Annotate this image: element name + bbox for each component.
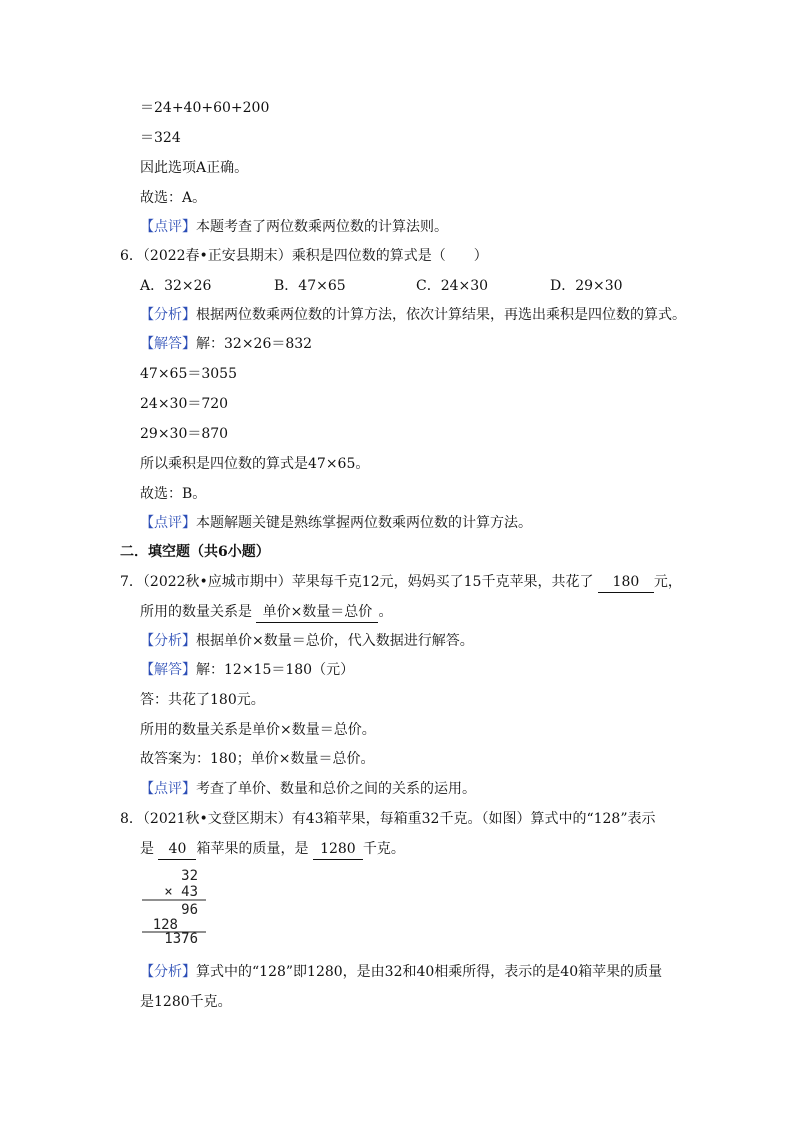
question-text: 乘积是四位数的算式是（ ） [291, 248, 488, 264]
answer-blank: 单价×数量＝总价 [256, 602, 378, 623]
answer-text: 解：12×15＝180（元） [196, 662, 355, 678]
option-a: A．32×26 [140, 278, 212, 294]
question-text: 有43箱苹果，每箱重32千克。（如图）算式中的“128”表示 [291, 811, 656, 827]
question-8-stem-cont [140, 839, 405, 860]
partial-product-2: 128 [152, 917, 178, 933]
analysis-line [140, 631, 474, 651]
answer-tag: 【解答】 [140, 336, 196, 352]
comment-tag: 【点评】 [140, 219, 196, 235]
comment-text: 本题解题关键是熟练掌握两位数乘两位数的计算方法。 [196, 515, 532, 531]
partial-product-1: 96 [181, 902, 198, 918]
analysis-line [140, 305, 686, 325]
multiplier: × 43 [164, 884, 198, 900]
question-text: 箱苹果的质量，是 [196, 841, 309, 857]
section-title: 二．填空题（共6小题） [120, 544, 270, 560]
choice-line: 故选：A。 [140, 190, 207, 206]
question-text: 苹果每千克12元，妈妈买了15千克苹果，共花了 [291, 574, 594, 590]
conclusion-line: 所以乘积是四位数的算式是47×65。 [140, 456, 370, 472]
equation-line: ＝324 [140, 130, 181, 146]
product: 1376 [164, 931, 198, 944]
analysis-text: 算式中的“128”即1280，是由32和40相乘所得，表示的是40箱苹果的质量 [196, 964, 663, 980]
calc-line: 24×30＝720 [140, 396, 229, 412]
analysis-text: 根据两位数乘两位数的计算方法，依次计算结果，再选出乘积是四位数的算式。 [196, 307, 686, 323]
answer-blank: 180 [598, 572, 654, 593]
comment-tag: 【点评】 [140, 781, 196, 797]
comment-line [140, 217, 448, 237]
reply-line: 答：共花了180元。 [140, 692, 265, 708]
comment-text: 考查了单价、数量和总价之间的关系的运用。 [196, 781, 476, 797]
answer-line [140, 334, 312, 354]
question-number: 8． [120, 811, 143, 827]
question-source: （2021秋•文登区期末） [142, 811, 292, 827]
option-c: C．24×30 [416, 278, 489, 294]
analysis-tag: 【分析】 [140, 633, 196, 649]
question-number: 7． [120, 574, 143, 590]
analysis-text: 根据单价×数量＝总价，代入数据进行解答。 [196, 633, 474, 649]
question-number: 6． [120, 248, 143, 264]
answer-tag: 【解答】 [140, 662, 196, 678]
comment-line [140, 779, 476, 799]
comment-line [140, 513, 532, 533]
question-text: 千克。 [362, 841, 405, 857]
calc-line: 29×30＝870 [140, 426, 229, 442]
analysis-tag: 【分析】 [140, 964, 196, 980]
answer-blank: 1280 [313, 839, 363, 860]
answer-blank: 40 [158, 839, 196, 860]
answer-text: 解：32×26＝832 [196, 336, 313, 352]
option-b: B．47×65 [274, 278, 346, 294]
question-text: 。 [378, 604, 393, 620]
question-7-stem [120, 572, 682, 593]
calc-line: 47×65＝3055 [140, 366, 237, 382]
vertical-multiplication-figure [138, 864, 212, 944]
conclusion-line: 因此选项A正确。 [140, 160, 249, 176]
question-6-stem [120, 246, 488, 266]
analysis-line-cont: 是1280千克。 [140, 994, 232, 1010]
answer-line [140, 660, 354, 680]
analysis-line [140, 962, 662, 982]
analysis-tag: 【分析】 [140, 307, 196, 323]
choice-line: 故选：B。 [140, 486, 207, 502]
comment-tag: 【点评】 [140, 515, 196, 531]
question-text: 是 [140, 841, 154, 857]
option-d: D．29×30 [550, 278, 623, 294]
final-answer-line: 故答案为：180；单价×数量＝总价。 [140, 751, 375, 767]
multiplicand: 32 [181, 868, 198, 884]
equation-line: ＝24+40+60+200 [140, 100, 270, 116]
question-7-stem-cont [140, 602, 392, 623]
question-source: （2022春•正安县期末） [142, 248, 292, 264]
question-6-options [140, 276, 700, 296]
question-8-stem [120, 809, 655, 829]
question-source: （2022秋•应城市期中） [142, 574, 292, 590]
comment-text: 本题考查了两位数乘两位数的计算法则。 [196, 219, 448, 235]
question-text: 所用的数量关系是 [140, 604, 252, 620]
relation-line: 所用的数量关系是单价×数量＝总价。 [140, 722, 376, 738]
question-text: 元， [653, 574, 682, 590]
